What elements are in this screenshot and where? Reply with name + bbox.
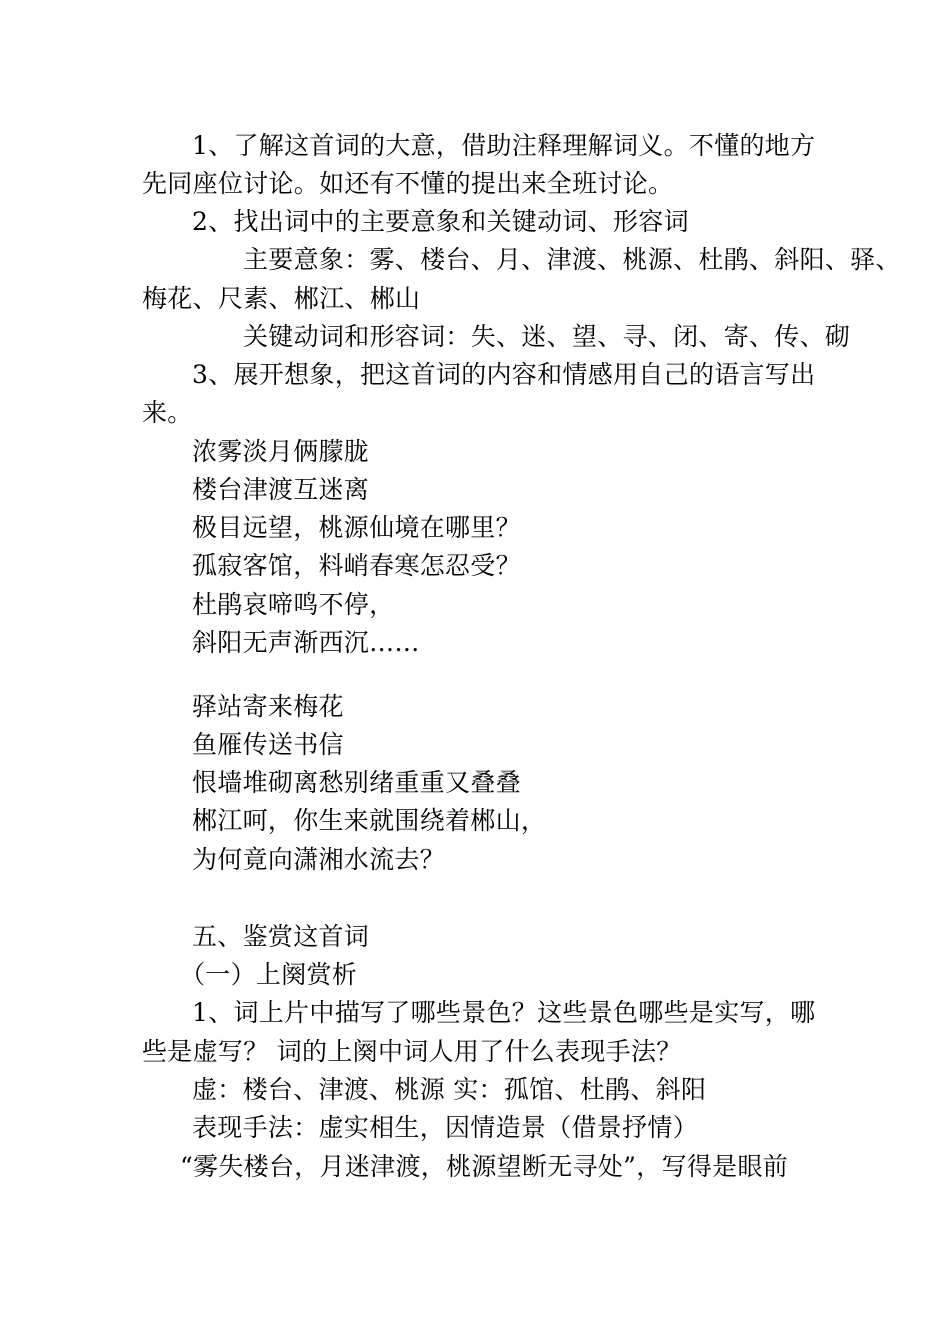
poem-line-7: 驿站寄来梅花	[192, 692, 344, 721]
poem-line-5: 杜鹃哀啼鸣不停，	[192, 590, 395, 619]
poem-line-1: 浓雾淡月俩朦胧	[192, 437, 370, 466]
poem-line-3: 极目远望，桃源仙境在哪里？	[192, 513, 521, 542]
poem-line-6: 斜阳无声渐西沉……	[192, 628, 420, 657]
subsection-heading: （一）上阕赏析	[180, 960, 358, 989]
poem-line-11: 为何竟向潇湘水流去？	[192, 845, 446, 874]
text-line-images-a: 主要意象：雾、楼台、月、津渡、桃源、杜鹃、斜阳、驿、	[243, 245, 901, 274]
text-line-task3-b: 来。	[142, 398, 193, 427]
section-heading: 五、鉴赏这首词	[192, 922, 370, 951]
text-line-task1-a: 1、了解这首词的大意，借助注释理解词义。不懂的地方	[192, 131, 816, 160]
answer-line-virtual-real: 虚：楼台、津渡、桃源 实：孤馆、杜鹃、斜阳	[192, 1075, 707, 1104]
text-line-task1-b: 先同座位讨论。如还有不懂的提出来全班讨论。	[142, 169, 674, 198]
text-line-task2: 2、找出词中的主要意象和关键动词、形容词	[192, 207, 689, 236]
question-line-a: 1、词上片中描写了哪些景色？这些景色哪些是实写，哪	[192, 998, 816, 1027]
text-line-task3-a: 3、展开想象，把这首词的内容和情感用自己的语言写出	[192, 360, 816, 389]
text-line-keywords: 关键动词和形容词：失、迷、望、寻、闭、寄、传、砌	[243, 322, 851, 351]
poem-line-10: 郴江呵，你生来就围绕着郴山，	[192, 806, 547, 835]
poem-line-8: 鱼雁传送书信	[192, 730, 344, 759]
poem-line-4: 孤寂客馆，料峭春寒怎忍受？	[192, 551, 521, 580]
question-line-b: 些是虚写？ 词的上阕中词人用了什么表现手法？	[142, 1037, 682, 1066]
text-line-images-b: 梅花、尺素、郴江、郴山	[142, 284, 421, 313]
answer-line-technique: 表现手法：虚实相生，因情造景（借景抒情）	[192, 1113, 699, 1142]
poem-line-2: 楼台津渡互迷离	[192, 475, 370, 504]
poem-line-9: 恨墙堆砌离愁别绪重重又叠叠	[192, 768, 521, 797]
analysis-line: “雾失楼台，月迷津渡，桃源望断无寻处”，写得是眼前	[180, 1152, 789, 1181]
